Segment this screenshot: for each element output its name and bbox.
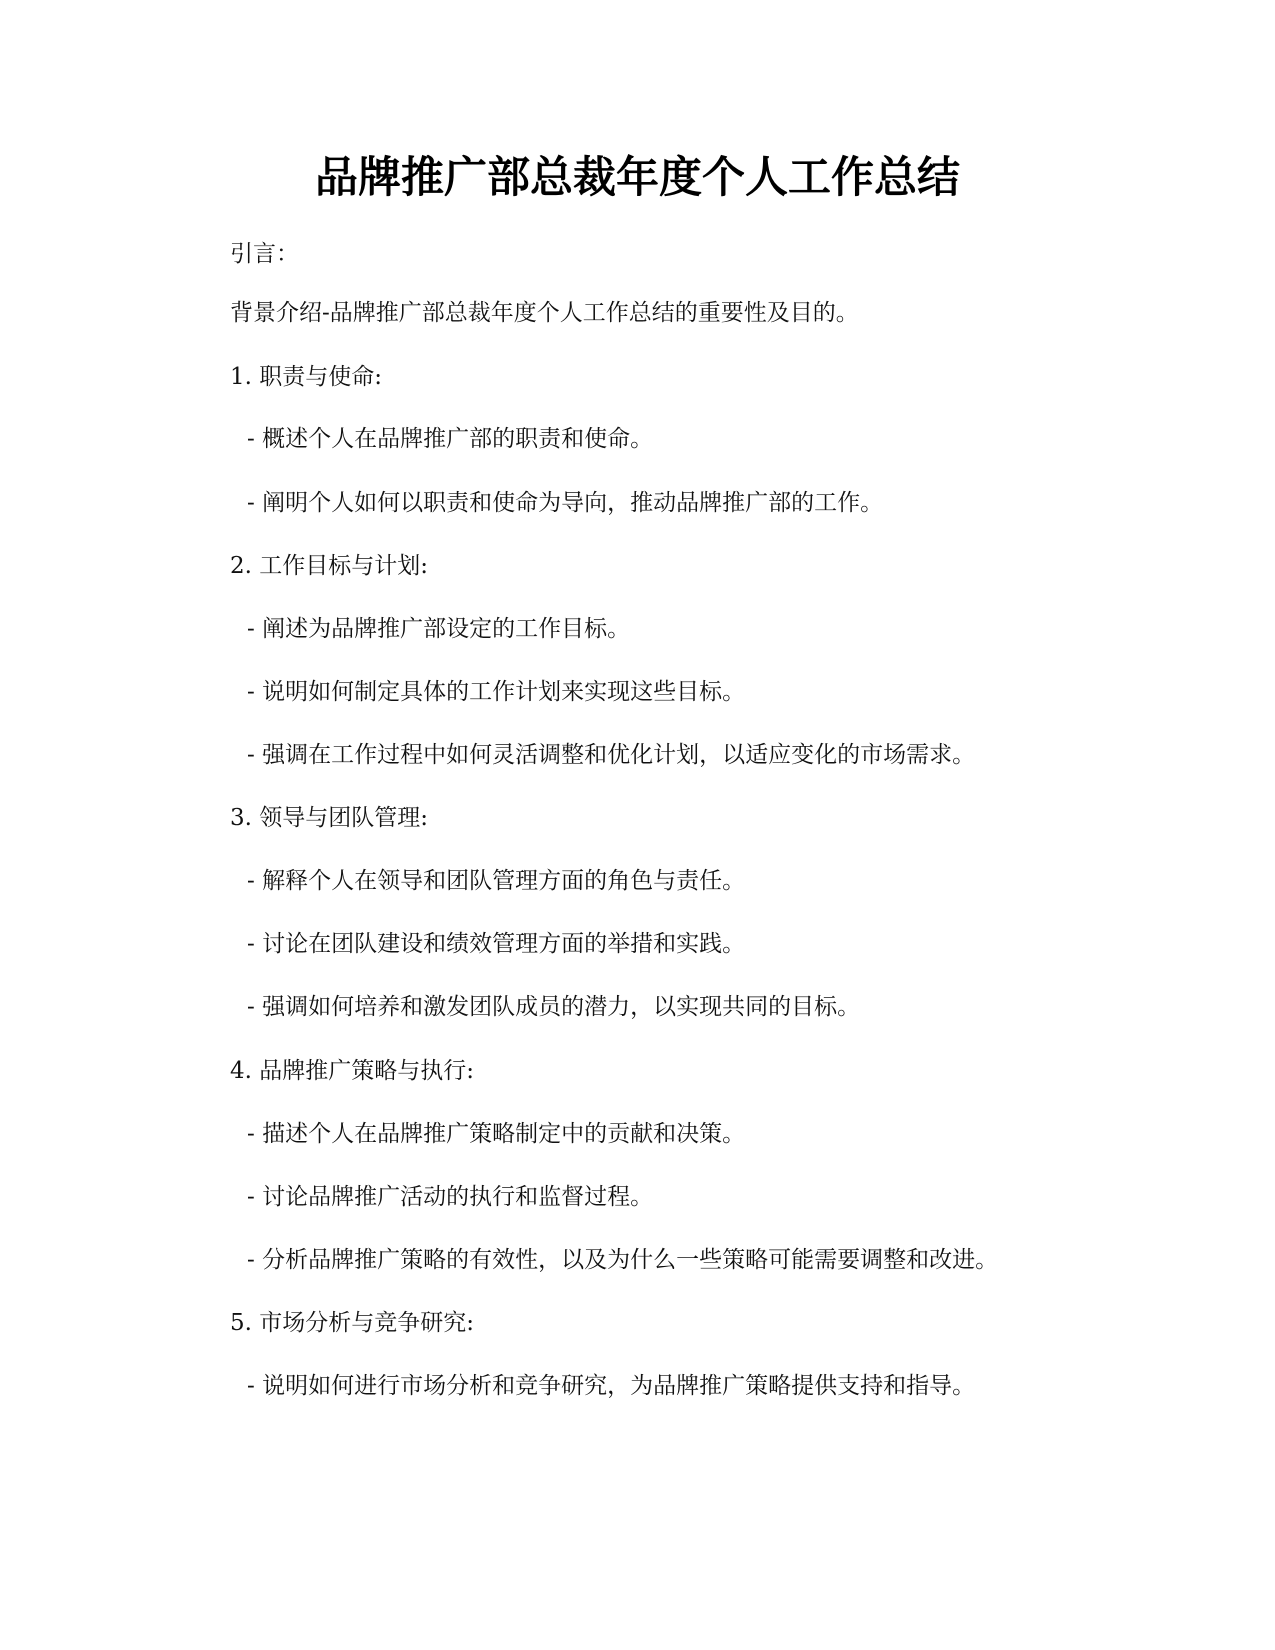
section-1-point-2: - 阐明个人如何以职责和使命为导向，推动品牌推广部的工作。 [247,490,884,516]
section-2-point-3: - 强调在工作过程中如何灵活调整和优化计划，以适应变化的市场需求。 [247,742,976,768]
section-4-point-3: - 分析品牌推广策略的有效性，以及为什么一些策略可能需要调整和改进。 [247,1247,999,1273]
section-5-point-1: - 说明如何进行市场分析和竞争研究，为品牌推广策略提供支持和指导。 [247,1373,976,1399]
section-4-point-1: - 描述个人在品牌推广策略制定中的贡献和决策。 [247,1121,746,1147]
section-3-point-1: - 解释个人在领导和团队管理方面的角色与责任。 [247,868,746,894]
section-1-point-1: - 概述个人在品牌推广部的职责和使命。 [247,426,654,452]
section-2-heading: 2. 工作目标与计划: [230,553,429,579]
section-3-point-3: - 强调如何培养和激发团队成员的潜力，以实现共同的目标。 [247,994,861,1020]
section-2-point-1: - 阐述为品牌推广部设定的工作目标。 [247,616,631,642]
section-2-point-2: - 说明如何制定具体的工作计划来实现这些目标。 [247,679,746,705]
section-3-point-2: - 讨论在团队建设和绩效管理方面的举措和实践。 [247,931,746,957]
intro-label: 引言： [230,241,299,267]
section-4-point-2: - 讨论品牌推广活动的执行和监督过程。 [247,1184,654,1210]
document-title: 品牌推广部总裁年度个人工作总结 [315,153,960,203]
section-5-heading: 5. 市场分析与竞争研究: [230,1310,475,1336]
section-4-heading: 4. 品牌推广策略与执行: [230,1058,475,1084]
section-1-heading: 1. 职责与使命: [230,364,383,390]
background-paragraph: 背景介绍-品牌推广部总裁年度个人工作总结的重要性及目的。 [230,300,859,326]
section-3-heading: 3. 领导与团队管理: [230,805,429,831]
